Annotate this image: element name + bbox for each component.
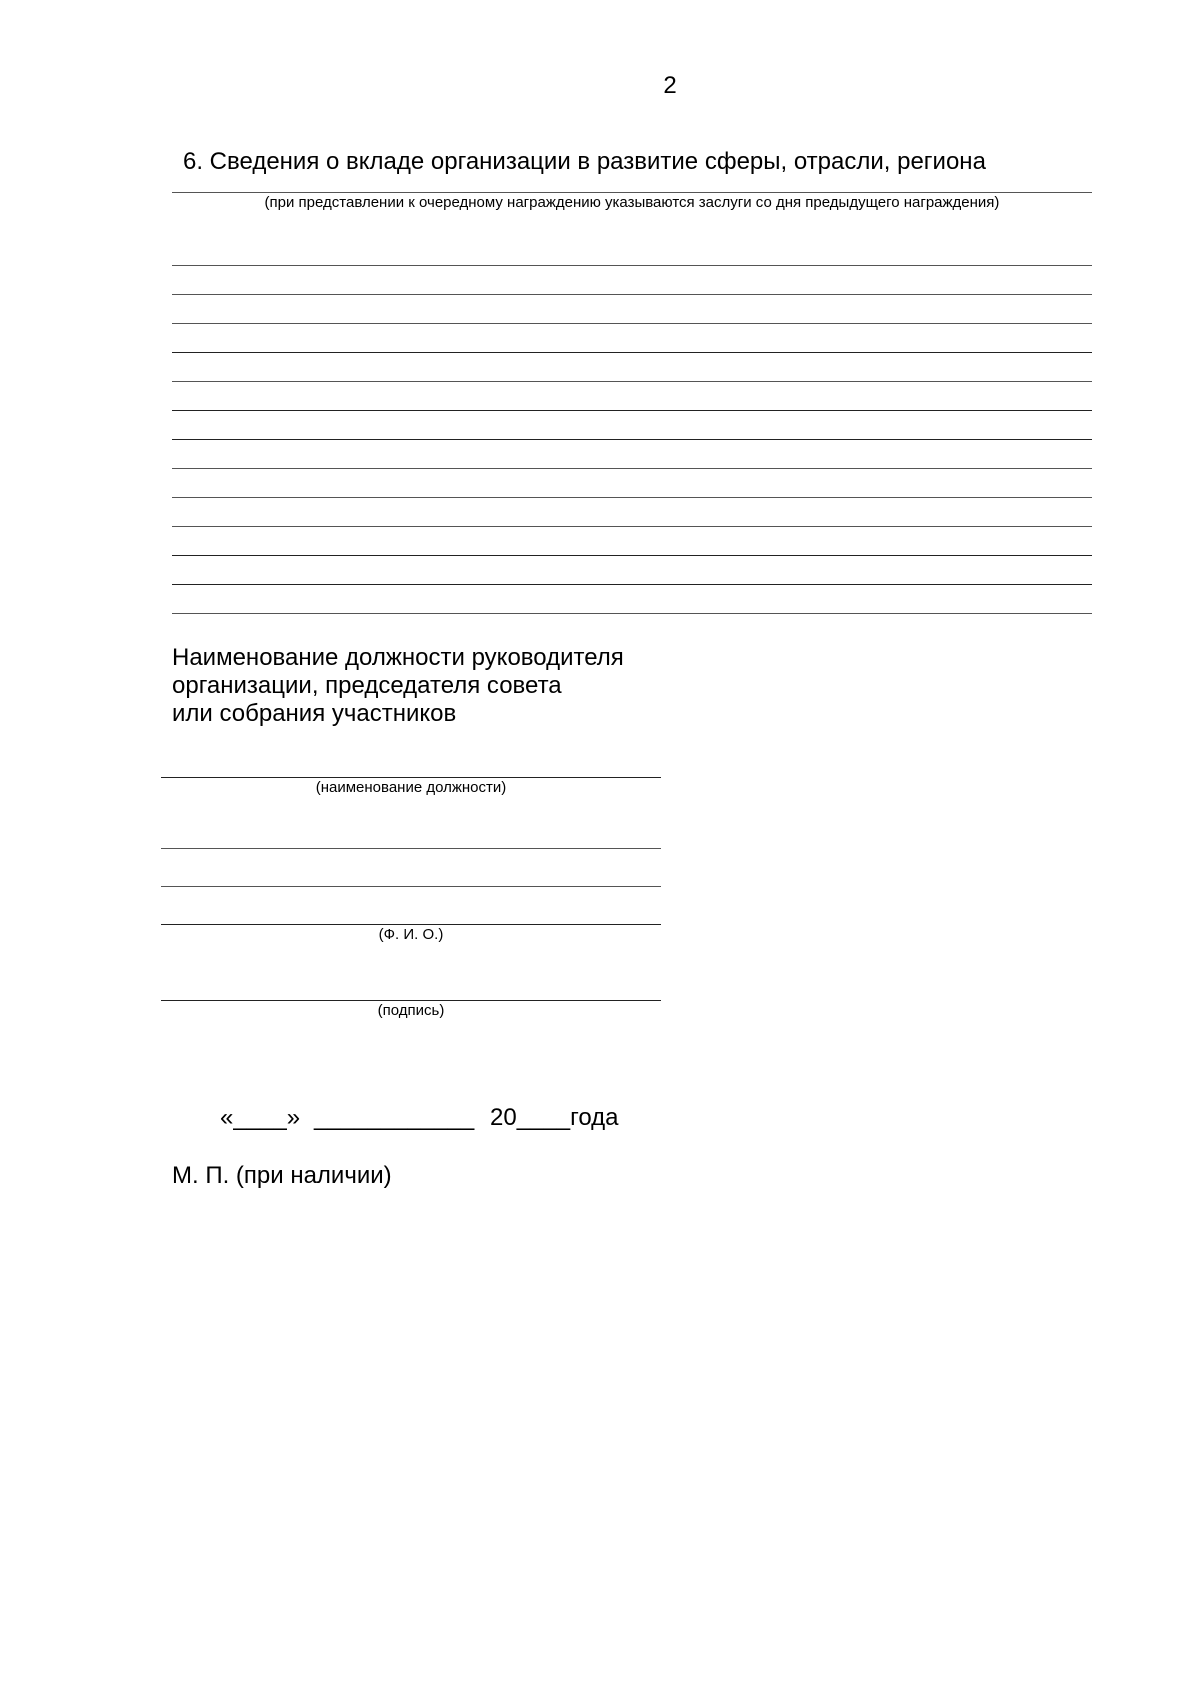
fill-line[interactable]: [172, 381, 1092, 382]
fill-line[interactable]: [172, 352, 1092, 353]
fill-line[interactable]: [172, 323, 1092, 324]
fill-line[interactable]: [172, 555, 1092, 556]
position-line[interactable]: [161, 777, 661, 778]
position-caption: (наименование должности): [315, 779, 507, 796]
fill-line[interactable]: [172, 468, 1092, 469]
date-year[interactable]: 20____года: [490, 1104, 619, 1131]
signer-title-line: или собрания участников: [172, 700, 457, 727]
signer-title: [172, 644, 624, 728]
fio-line[interactable]: [161, 848, 661, 849]
fio-caption: (Ф. И. О.): [378, 926, 444, 943]
date-month[interactable]: ____________: [314, 1104, 475, 1131]
signer-title-line: Наименование должности руководителя: [172, 644, 624, 671]
fill-line[interactable]: [172, 613, 1092, 614]
fio-line[interactable]: [161, 886, 661, 887]
section-note: (при представлении к очередному награждению указываются заслуги со дня предыдущего награждения): [264, 194, 1000, 211]
heading-underline: [172, 192, 1092, 193]
fill-line[interactable]: [172, 526, 1092, 527]
fill-line[interactable]: [172, 497, 1092, 498]
fill-line[interactable]: [172, 265, 1092, 266]
fio-line[interactable]: [161, 924, 661, 925]
fill-line[interactable]: [172, 584, 1092, 585]
fill-line[interactable]: [172, 410, 1092, 411]
fill-line[interactable]: [172, 294, 1092, 295]
page-number: 2: [663, 72, 677, 99]
signer-title-line: организации, председателя совета: [172, 672, 562, 699]
fill-line[interactable]: [172, 439, 1092, 440]
stamp-note: М. П. (при наличии): [172, 1162, 392, 1189]
section-heading: 6. Сведения о вкладе организации в развитие сферы, отрасли, региона: [183, 148, 986, 175]
signature-line[interactable]: [161, 1000, 661, 1001]
date-day[interactable]: «____»: [220, 1104, 301, 1131]
signature-caption: (подпись): [377, 1002, 445, 1019]
